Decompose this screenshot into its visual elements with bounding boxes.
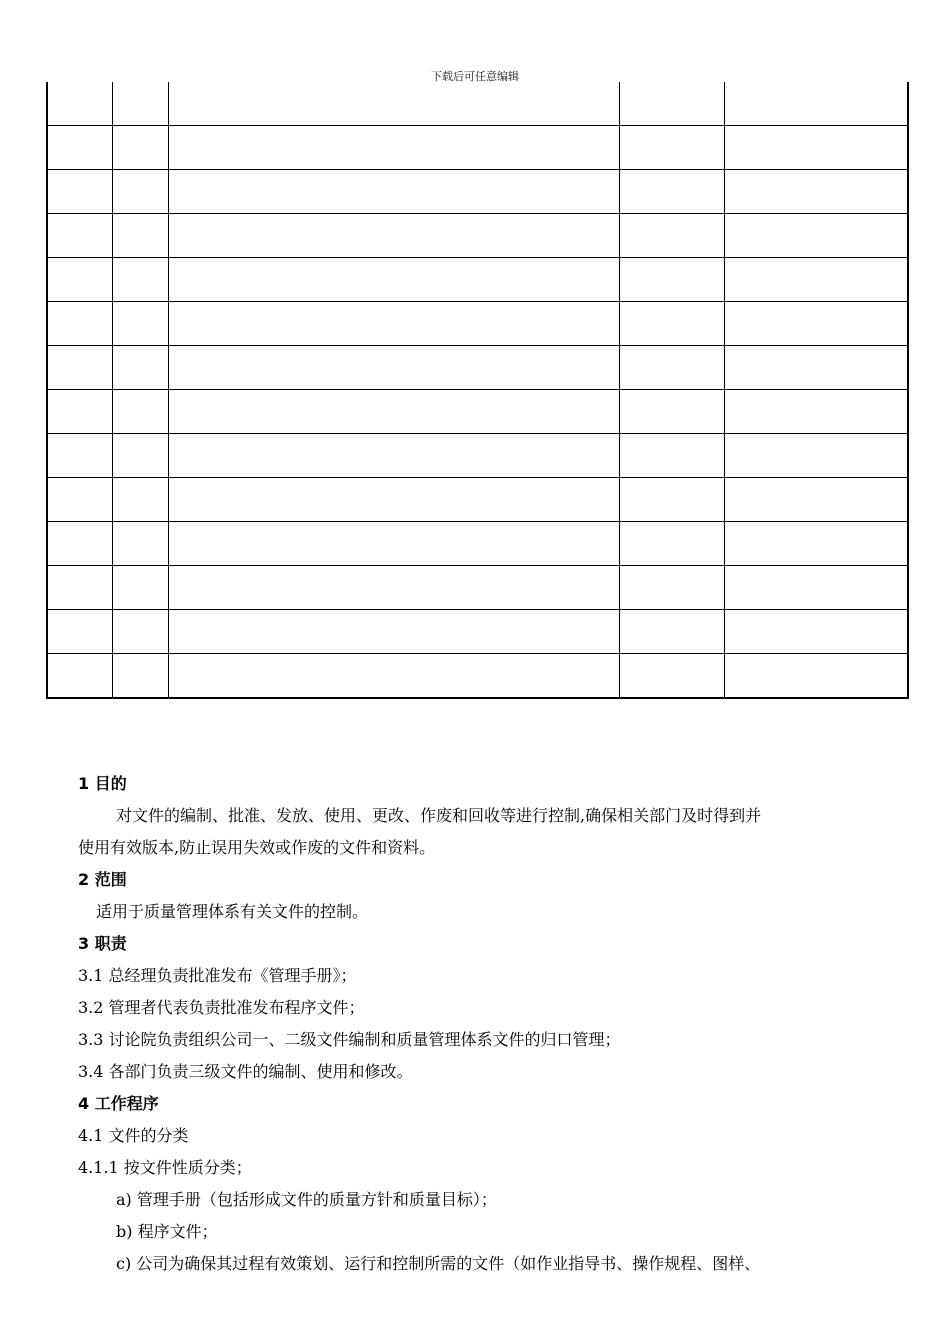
table-cell: [112, 82, 168, 126]
table-cell: [619, 258, 724, 302]
table-cell: [619, 610, 724, 654]
table-cell: [724, 346, 908, 390]
section-1-body-line1: 对文件的编制、批准、发放、使用、更改、作废和回收等进行控制,确保相关部门及时得到并: [116, 806, 762, 825]
table-cell: [112, 258, 168, 302]
section-1-title: 1 目的: [78, 774, 127, 793]
table-row: [47, 170, 908, 214]
table-cell: [112, 390, 168, 434]
table-cell: [619, 434, 724, 478]
table-cell: [47, 82, 112, 126]
table-cell: [112, 434, 168, 478]
table-cell: [47, 126, 112, 170]
table-cell: [724, 566, 908, 610]
page-header: 下载后可任意编辑: [431, 70, 519, 83]
table-cell: [112, 654, 168, 699]
table-cell: [168, 126, 619, 170]
table-cell: [724, 654, 908, 699]
table-cell: [168, 478, 619, 522]
table-cell: [724, 258, 908, 302]
table-row: [47, 566, 908, 610]
record-table-body: [47, 82, 908, 698]
table-cell: [47, 478, 112, 522]
table-cell: [619, 390, 724, 434]
table-cell: [168, 566, 619, 610]
table-cell: [112, 566, 168, 610]
table-row: [47, 390, 908, 434]
section-2-title: 2 范围: [78, 870, 127, 889]
table-cell: [47, 170, 112, 214]
table-row: [47, 434, 908, 478]
section-4-1-title: 4.1 文件的分类: [78, 1126, 189, 1145]
table-cell: [168, 214, 619, 258]
table-row: [47, 654, 908, 699]
table-cell: [112, 214, 168, 258]
table-cell: [724, 478, 908, 522]
table-cell: [168, 610, 619, 654]
section-4-title: 4 工作程序: [78, 1094, 159, 1113]
section-3-item: 3.3 讨论院负责组织公司一、二级文件编制和质量管理体系文件的归口管理；: [78, 1030, 621, 1049]
table-cell: [724, 434, 908, 478]
table-cell: [112, 126, 168, 170]
section-3-title: 3 职责: [78, 934, 127, 953]
table-cell: [724, 214, 908, 258]
table-cell: [619, 522, 724, 566]
table-row: [47, 214, 908, 258]
table-cell: [168, 390, 619, 434]
table-row: [47, 478, 908, 522]
section-3-item: 3.4 各部门负责三级文件的编制、使用和修改。: [78, 1062, 413, 1081]
table-cell: [168, 346, 619, 390]
table-row: [47, 126, 908, 170]
table-cell: [619, 302, 724, 346]
table-cell: [112, 170, 168, 214]
table-cell: [112, 302, 168, 346]
table-cell: [619, 478, 724, 522]
table-cell: [47, 610, 112, 654]
table-cell: [112, 522, 168, 566]
section-4-1-1-title: 4.1.1 按文件性质分类；: [78, 1158, 252, 1177]
table-cell: [724, 390, 908, 434]
table-cell: [168, 170, 619, 214]
table-cell: [724, 82, 908, 126]
list-item: c) 公司为确保其过程有效策划、运行和控制所需的文件（如作业指导书、操作规程、图样、: [116, 1254, 761, 1273]
table-cell: [112, 478, 168, 522]
list-item: a) 管理手册（包括形成文件的质量方针和质量目标）；: [116, 1190, 497, 1209]
section-3-item: 3.1 总经理负责批准发布《管理手册》；: [78, 966, 357, 985]
table-cell: [47, 566, 112, 610]
table-row: [47, 610, 908, 654]
record-table: [46, 82, 909, 699]
table-cell: [619, 654, 724, 699]
table-row: [47, 302, 908, 346]
table-row: [47, 346, 908, 390]
table-row: [47, 82, 908, 126]
table-cell: [47, 654, 112, 699]
document-body: [78, 768, 898, 1280]
table-cell: [47, 346, 112, 390]
table-cell: [47, 390, 112, 434]
table-cell: [47, 258, 112, 302]
table-cell: [47, 434, 112, 478]
table-cell: [47, 214, 112, 258]
table-cell: [724, 610, 908, 654]
table-cell: [112, 610, 168, 654]
table-cell: [619, 214, 724, 258]
table-row: [47, 522, 908, 566]
table-cell: [168, 302, 619, 346]
table-cell: [168, 522, 619, 566]
table-cell: [619, 170, 724, 214]
table-cell: [724, 170, 908, 214]
section-1-body-line2: 使用有效版本,防止误用失效或作废的文件和资料。: [78, 838, 436, 857]
table-cell: [619, 346, 724, 390]
table-cell: [724, 126, 908, 170]
table-cell: [619, 566, 724, 610]
table-cell: [168, 654, 619, 699]
table-cell: [168, 434, 619, 478]
section-2-body: 适用于质量管理体系有关文件的控制。: [96, 902, 369, 921]
list-item: b) 程序文件；: [116, 1222, 218, 1241]
table-cell: [724, 522, 908, 566]
table-cell: [619, 82, 724, 126]
table-row: [47, 258, 908, 302]
table-cell: [47, 522, 112, 566]
table-cell: [619, 126, 724, 170]
table-cell: [724, 302, 908, 346]
table-cell: [168, 258, 619, 302]
table-cell: [47, 302, 112, 346]
section-3-item: 3.2 管理者代表负责批准发布程序文件；: [78, 998, 365, 1017]
table-cell: [112, 346, 168, 390]
table-cell: [168, 82, 619, 126]
